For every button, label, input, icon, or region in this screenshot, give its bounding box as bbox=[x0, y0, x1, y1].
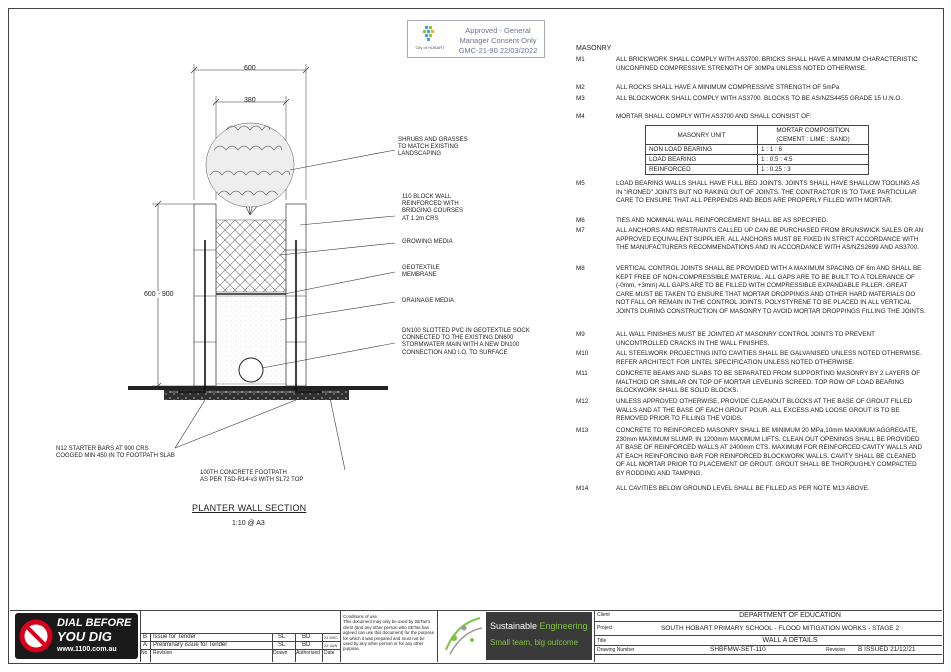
slotted-pvc-pipe bbox=[239, 358, 263, 382]
callout-line: STORMWATER MAIN WITH A NEW DN100 bbox=[402, 342, 520, 349]
section-scale: 1:10 @ A3 bbox=[232, 520, 265, 527]
firm-name-a: Sustainable bbox=[490, 621, 540, 631]
callout-line: GEOTEXTILE bbox=[402, 265, 440, 271]
note-text: MORTAR SHALL COMPLY WITH AS3700 AND SHALL CONSIST OF: bbox=[616, 113, 812, 120]
callout-line: N12 STARTER BARS AT 900 CRS bbox=[56, 446, 149, 452]
note-id: M2 bbox=[576, 84, 585, 91]
callout-line: LANDSCAPING bbox=[398, 151, 442, 158]
note-id: M12 bbox=[576, 398, 589, 405]
section-title: PLANTER WALL SECTION bbox=[192, 503, 307, 513]
stamp-line: GMC-21-90 22/03/2022 bbox=[458, 46, 538, 55]
conditions-text: This document may only be used by SETas's client (and any other person who SETas has agreed can use this document) for the purpose for which it was prepared and must not be used by any other person or for any other purpose. bbox=[343, 619, 435, 652]
mortar-comp: 1 : 1 : 6 bbox=[758, 145, 869, 155]
rev-header-date: Date bbox=[324, 650, 335, 656]
conditions-of-use bbox=[343, 614, 435, 652]
callout-line: BRIDGING COURSES bbox=[402, 208, 464, 215]
stamp-line: Approved - General bbox=[465, 26, 531, 35]
dbyd-line1: DIAL BEFORE bbox=[57, 617, 132, 629]
client-value: DEPARTMENT OF EDUCATION bbox=[739, 612, 841, 619]
table-row bbox=[646, 145, 869, 155]
project-value: SOUTH HOBART PRIMARY SCHOOL - FLOOD MITIGATION WORKS - STAGE 2 bbox=[660, 625, 900, 632]
note-text: VERTICAL CONTROL JOINTS SHALL BE PROVIDED WITH A MAXIMUM SPACING OF 6m AND SHALL BE KEPT FREE OF NON-COMPRESSIBLE MATERIAL. ALL GAPS ARE TO BE BUILT TO A TOLERANCE OF (-0mm, +3mm) ALL GAPS ARE TO BE FILLED WITH COMPRESSIBLE EXPANDABLE FILLER. GREAT CARE MUST BE TAKEN TO ENSURE THAT MORTAR DROPPINGS AND OTHER HARD MATERIALS DO NOT FALL OR REMAIN IN THE CONTROL JOINTS. POLYSTYRENE TO BE PLACED IN ALL VERTICAL JOINTS DURING CONSTRUCTION OF MASONRY TO AVOID MORTAR DROPPINGS FILLING THE JOINTS. bbox=[616, 265, 926, 315]
note-id: M6 bbox=[576, 217, 585, 224]
callout-line: CONNECTION AND I.O. TO SURFACE bbox=[402, 349, 508, 356]
note-id: M1 bbox=[576, 56, 585, 63]
rev-date: 21 DEC bbox=[324, 635, 339, 640]
dial-before-you-dig-logo bbox=[15, 613, 138, 659]
stamp-line: Manager Consent Only bbox=[459, 36, 537, 45]
mortar-comp: 1 : 0.25 : 3 bbox=[758, 165, 869, 175]
firm-name bbox=[490, 621, 588, 631]
callout-growing-media: GROWING MEDIA bbox=[402, 239, 453, 245]
concrete-footpath bbox=[128, 386, 388, 400]
growing-media bbox=[216, 220, 286, 292]
note-text: ALL BLOCKWORK SHALL COMPLY WITH AS3700. BLOCKS TO BE AS/NZS4455 GRADE 15 U.N.O. bbox=[616, 95, 903, 102]
note-text: ALL BRICKWORK SHALL COMPLY WITH AS3700. BRICKS SHALL HAVE A MINIMUM CHARACTERISTIC UNCONFINED COMPRESSIVE STRENGTH OF 30MPa UNLESS NOTED OTHERWISE. bbox=[616, 56, 918, 72]
rev-auth: BD bbox=[302, 642, 311, 648]
mortar-unit: NON LOAD BEARING bbox=[646, 145, 758, 155]
note-id: M5 bbox=[576, 180, 585, 187]
table-row bbox=[646, 165, 869, 175]
callout-pvc-pipe bbox=[402, 328, 530, 357]
mortar-composition-table bbox=[645, 125, 869, 175]
firm-name-b: Engineering bbox=[539, 621, 588, 631]
project-label: Project bbox=[597, 625, 613, 631]
note-id: M8 bbox=[576, 265, 585, 272]
drawing-number: SHBFMW-SET-110 bbox=[710, 646, 766, 653]
callout-line: 100TH CONCRETE FOOTPATH bbox=[200, 470, 287, 476]
mortar-header-comp-sub: (CEMENT : LIME : SAND) bbox=[758, 135, 869, 145]
note-text: TIES AND NOMINAL WALL REINFORCEMENT SHALL BE AS SPECIFIED. bbox=[616, 217, 829, 224]
title-label: Title bbox=[597, 638, 607, 644]
callout-footpath bbox=[200, 470, 303, 484]
rev-desc: Preliminary issue for Tender bbox=[153, 642, 228, 648]
firm-tagline: Small team, big outcome bbox=[490, 638, 579, 647]
callout-line: COGGED MIN 450 IN TO FOOTPATH SLAB bbox=[56, 453, 175, 460]
drawing-number-label: Drawing Number bbox=[597, 647, 635, 653]
revision-label: Revision bbox=[826, 647, 846, 653]
rev-header-no: No bbox=[141, 650, 148, 656]
callout-line: 110 BLOCK WALL bbox=[402, 194, 452, 200]
note-text: ALL STEELWORK PROJECTING INTO CAVITIES SHALL BE GALVANISED UNLESS NOTED OTHERWISE. REFER ARCHITECT FOR LINTEL SPECIFICATION UNLESS NOTED OTHERWISE. bbox=[616, 350, 922, 366]
rev-header-auth: Authorised bbox=[296, 650, 320, 656]
rev-id: A bbox=[143, 642, 148, 648]
callout-line: CONNECTED TO THE EXISTING DN600 bbox=[402, 335, 514, 342]
note-id: M11 bbox=[576, 370, 588, 377]
mortar-unit: LOAD BEARING bbox=[646, 155, 758, 165]
revision-value: B ISSUED 21/12/21 bbox=[858, 646, 916, 653]
note-text: ALL CAVITIES BELOW GROUND LEVEL SHALL BE FILLED AS PER NOTE M13 ABOVE. bbox=[616, 485, 870, 492]
rev-auth: BD bbox=[302, 634, 311, 640]
note-id: M14 bbox=[576, 485, 589, 492]
note-id: M7 bbox=[576, 227, 585, 234]
mortar-unit: REINFORCED bbox=[646, 165, 758, 175]
title-value: WALL A DETAILS bbox=[762, 637, 818, 644]
firm-name-box bbox=[486, 612, 592, 660]
dbyd-url: www.1100.com.au bbox=[57, 646, 117, 653]
rev-header-drawn: Drawn bbox=[273, 650, 288, 656]
table-row bbox=[646, 155, 869, 165]
note-id: M9 bbox=[576, 331, 585, 338]
callout-line: DN100 SLOTTED PVC IN GEOTEXTILE SOCK bbox=[402, 328, 530, 334]
callout-shrubs bbox=[398, 137, 468, 159]
note-id: M10 bbox=[576, 350, 589, 357]
no-dig-icon bbox=[19, 619, 53, 653]
rev-drawn: SL bbox=[278, 642, 286, 648]
note-id: M13 bbox=[576, 427, 589, 434]
note-text: UNLESS APPROVED OTHERWISE, PROVIDE CLEANOUT BLOCKS AT THE BASE OF GROUT FILLED WALLS AND AT THE BASE OF EACH GROUT POUR. ALL EXCESS AND LOOSE GROUT IS TO BE REMOVED PRIOR TO FILLING THE VOIDS. bbox=[616, 398, 913, 423]
callout-line: MEMBRANE bbox=[402, 272, 437, 279]
note-id: M3 bbox=[576, 95, 585, 102]
dbyd-line2: YOU DIG bbox=[57, 629, 112, 644]
client-label: Client bbox=[597, 612, 610, 618]
dim-label-height: 600 - 900 bbox=[144, 291, 174, 298]
dim-label-380: 380 bbox=[244, 97, 256, 104]
logo-text: City of HOBART bbox=[415, 45, 445, 50]
mortar-header-unit: MASONRY UNIT bbox=[646, 126, 758, 145]
callout-block-wall bbox=[402, 194, 463, 223]
note-text: CONCRETE BEAMS AND SLABS TO BE SEPARATED FROM SUPPORTING MASONRY BY 2 LAYERS OF MALTHOID OR SIMILAR ON TOP OF MORTAR LEVELING SCREED. TOP ROW OF LOAD BEARING BLOCKWORK SHALL BE SOLID BLOCKS. bbox=[616, 370, 921, 395]
note-text: ALL ANCHORS AND RESTRAINTS CALLED UP CAN BE PURCHASED FROM BRUNSWICK SALES OR AN APPROVED EQUIVALENT SUPPLIER. ALL ANCHORS MUST BE FIXED IN STRICT ACCORDANCE WITH THE MANUFACTURERS RECOMMENDATIONS AND IN ACCORDANCE WITH AS/NZS2699 AND AS3700. bbox=[616, 227, 924, 252]
rev-header-revision: Revision bbox=[153, 650, 173, 656]
rev-desc: Issue for Tender bbox=[153, 634, 196, 640]
note-text: LOAD BEARING WALLS SHALL HAVE FULL BED JOINTS. JOINTS SHALL HAVE SHALLOW TOOLING AS IN "IRONED" JOINTS BUT NO RAKING OUT OF JOINTS. THE CONTRACTOR IS TO TAKE PARTICULAR CARE TO ENSURE THAT ALL PERPENDS AND BEDS ARE PROPERLY FILLED WITH MORTAR. bbox=[616, 180, 920, 205]
note-text: ALL ROCKS SHALL HAVE A MINIMUM COMPRESSIVE STRENGTH OF 5mPa bbox=[616, 84, 840, 91]
rev-id: B bbox=[143, 634, 148, 640]
masonry-heading: MASONRY bbox=[576, 45, 612, 52]
callout-line: TO MATCH EXISTING bbox=[398, 144, 459, 151]
mortar-header-comp: MORTAR COMPOSITION bbox=[758, 126, 869, 136]
callout-line: SHRUBS AND GRASSES bbox=[398, 137, 468, 143]
sustainable-engineering-logo-icon bbox=[442, 614, 484, 658]
note-id: M4 bbox=[576, 113, 585, 120]
callout-drainage-media: DRAINAGE MEDIA bbox=[402, 298, 455, 304]
mortar-comp: 1 : 0.5 : 4.5 bbox=[758, 155, 869, 165]
callout-line: AT 1.2m CRS bbox=[402, 215, 439, 222]
conditions-title: Conditions of use. bbox=[343, 614, 379, 619]
callout-line: REINFORCED WITH bbox=[402, 201, 459, 208]
callout-line: AS PER TSD-R14-v3 WITH SL72 TOP bbox=[200, 477, 304, 484]
shrub-icon bbox=[206, 123, 294, 215]
note-text: CONCRETE TO REINFORCED MASONRY SHALL BE MINIMUM 20 MPa,10mm MAXIMUM AGGREGATE, 230mm MAXIMUM SLUMP. IN 1200mm MAXIMUM LIFTS. CLEAN OUT OPENINGS SHALL BE PROVIDED AT BASE OF REINFORCED WALLS AT 2400mm CTS. MAXIMUM FOR REINFORCED CAVITY WALLS AND AT EACH REINFORCING BAR FOR REINFORCED BLOCKWORK WALLS. CAVITY SHALL BE CLEANED OF ALL MORTAR PRIOR TO PLACEMENT OF GROUT. GROUT SHALL BE THOROUGHLY COMPACTED BY RODDING AND TAMPING. bbox=[616, 427, 923, 477]
rev-date: 22 JUN bbox=[324, 643, 338, 648]
callout-starter-bars bbox=[56, 446, 175, 460]
dim-label-600: 600 bbox=[244, 65, 256, 72]
callout-geotextile bbox=[402, 265, 440, 279]
rev-drawn: SL bbox=[278, 634, 286, 640]
note-text: ALL WALL FINISHES MUST BE JOINTED AT MASONRY CONTROL JOINTS TO PREVENT UNCONTROLLED CRACKS IN THE WALL FINISHES. bbox=[616, 331, 875, 347]
